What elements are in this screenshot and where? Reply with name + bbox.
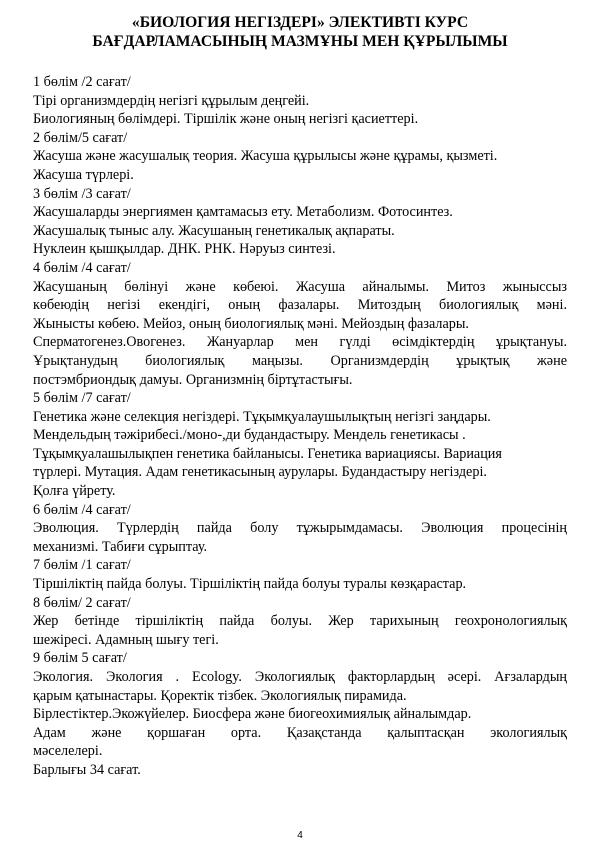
- content-line: Сперматогенез.Овогенез. Жануарлар мен гүлді өсімдіктердің ұрықтануы.: [33, 334, 567, 351]
- content-line: қарым қатынастары. Қоректік тізбек. Экологиялық пирамида.: [33, 687, 407, 704]
- content-line: Адам және қоршаған орта. Қазақстанда қалыптасқан экологиялық: [33, 724, 567, 741]
- content-line: Жасушаларды энергиямен қамтамасыз ету. Метаболизм. Фотосинтез.: [33, 204, 453, 221]
- content-line: Бірлестіктер.Экожүйелер. Биосфера және биогеохимиялық айналымдар.: [33, 706, 472, 723]
- content-line: мәселелері.: [33, 743, 103, 760]
- document-title: [0, 13, 600, 51]
- content-line: Генетика және селекция негіздері. Тұқымқуалаушылықтың негізгі заңдары.: [33, 408, 491, 425]
- content-line: Жынысты көбею. Мейоз, оның биологиялық мәні. Мейоздың фазалары.: [33, 315, 469, 332]
- title-line-1: «БИОЛОГИЯ НЕГІЗДЕРІ» ЭЛЕКТИВТІ КУРС: [131, 14, 469, 31]
- content-line: 7 бөлім /1 сағат/: [33, 557, 131, 574]
- program-content: [33, 73, 567, 780]
- content-line: 9 бөлім 5 сағат/: [33, 650, 127, 667]
- content-line: Жер бетінде тіршіліктің пайда болуы. Жер тарихының геохронологиялық: [33, 613, 567, 630]
- content-line: 1 бөлім /2 сағат/: [33, 74, 131, 90]
- content-line: Тіршіліктің пайда болуы. Тіршіліктің пайда болуы туралы көзқарастар.: [33, 576, 467, 593]
- title-line-2: БАҒДАРЛАМАСЫНЫҢ МАЗМҰНЫ МЕН ҚҰРЫЛЫМЫ: [92, 33, 508, 50]
- content-line: Мендельдың тәжірибесі./моно-,ди будандастыру. Мендель генетикасы .: [33, 427, 466, 444]
- content-line: 3 бөлім /3 сағат/: [33, 185, 131, 202]
- page-number: 4: [297, 830, 303, 841]
- content-line: Тірі организмдердің негізгі құрылым деңгейі.: [33, 92, 310, 109]
- content-line: Жасуша түрлері.: [33, 166, 134, 183]
- content-line: Тұқымқуалашылықпен генетика байланысы. Генетика вариациясы. Вариация: [33, 445, 502, 462]
- content-line: Барлығы 34 сағат.: [33, 761, 141, 778]
- content-line: 6 бөлім /4 сағат/: [33, 501, 131, 518]
- content-line: көбеюдің негізі екендігі, оның фазалары. Митоздың биологиялық мәні.: [33, 297, 567, 314]
- content-line: Жасуша және жасушалық теория. Жасуша құрылысы және құрамы, қызметі.: [33, 148, 498, 165]
- content-line: Экология. Экология . Ecology. Экологиялық факторлардың әсері. Ағзалардың: [33, 669, 567, 685]
- content-line: Қолға үйрету.: [33, 483, 116, 500]
- content-line: Ұрықтанудың биологиялық маңызы. Организмдердің ұрықтық және: [33, 352, 567, 369]
- content-line: 2 бөлім/5 сағат/: [33, 129, 128, 146]
- content-line: Жасушаның бөлінуі және көбеюі. Жасуша айналымы. Митоз жыныссыз: [33, 278, 567, 295]
- content-line: Эволюция. Түрлердің пайда болу тұжырымдамасы. Эволюция процесінің: [33, 520, 567, 537]
- content-line: Биологияның бөлімдері. Тіршілік және оның негізгі қасиеттері.: [33, 111, 419, 128]
- content-line: постэмбриондық дамуы. Организмнің біртұтастығы.: [33, 371, 353, 388]
- content-line: 8 бөлім/ 2 сағат/: [33, 594, 131, 611]
- content-line: Нуклеин қышқылдар. ДНК. РНК. Нәруыз синтезі.: [33, 241, 336, 258]
- content-line: Жасушалық тыныс алу. Жасушаның генетикалық ақпараты.: [33, 222, 395, 239]
- content-line: 4 бөлім /4 сағат/: [33, 259, 131, 276]
- content-line: 5 бөлім /7 сағат/: [33, 390, 131, 407]
- content-line: механизмі. Табиғи сұрыптау.: [33, 538, 208, 555]
- content-line: шежіресі. Адамның шығу тегі.: [33, 631, 219, 648]
- content-line: түрлері. Мутация. Адам генетикасының аурулары. Будандастыру негіздері.: [33, 464, 487, 481]
